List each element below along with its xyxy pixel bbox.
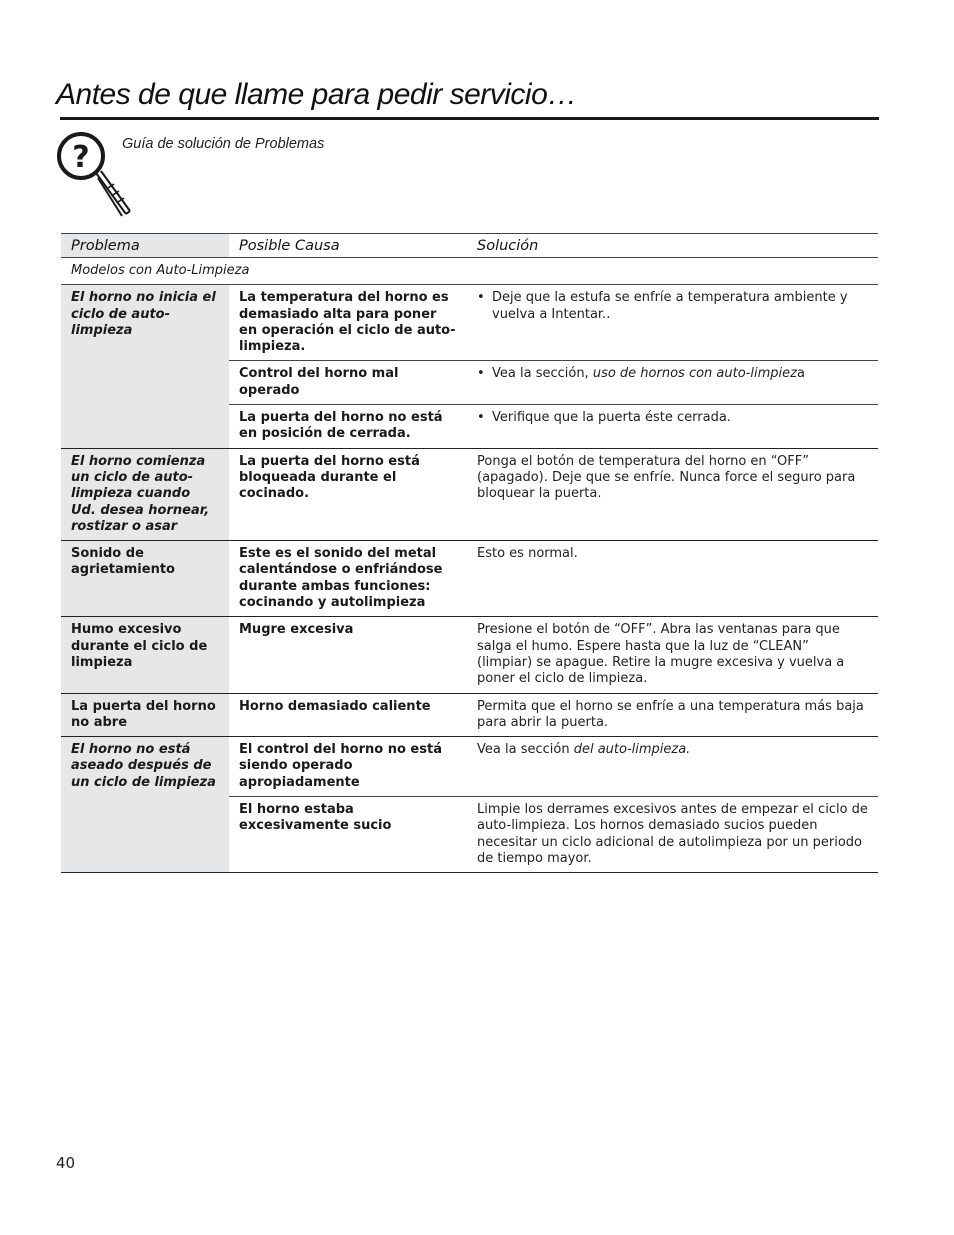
cause-cell: Control del horno mal operado: [229, 361, 467, 405]
solution-text: Deje que la estufa se enfríe a temperatura ambiente y vuelva a Intentar..: [492, 290, 848, 322]
bullet-dot: •: [477, 366, 485, 382]
bullet-dot: •: [477, 410, 485, 426]
cause-cell: El control del horno no está siendo operado apropiadamente: [229, 737, 467, 797]
problem-cell: Sonido de agrietamiento: [61, 541, 229, 617]
guide-label: Guía de solución de Problemas: [122, 136, 325, 152]
table-row: [61, 617, 878, 693]
table-row: [61, 693, 878, 737]
cause-cell: La temperatura del horno es demasiado alta para poner en operación el ciclo de auto-limpieza.: [229, 285, 467, 361]
solution-cell: Esto es normal.: [467, 541, 878, 617]
cause-cell: La puerta del horno está bloqueada durante el cocinado.: [229, 448, 467, 540]
section-row: [61, 258, 878, 285]
solution-prefix: Vea la sección: [477, 742, 574, 758]
header-cause: Posible Causa: [229, 234, 467, 258]
cause-cell: Este es el sonido del metal calentándose o enfriándose durante ambas funciones: cocinando y autolimpieza: [229, 541, 467, 617]
solution-cell: [467, 737, 878, 797]
problem-cell: La puerta del horno no abre: [61, 693, 229, 737]
table-header-row: [61, 234, 878, 258]
table-row: [61, 448, 878, 540]
solution-text: [492, 366, 868, 382]
solution-italic: del auto-limpieza.: [573, 742, 691, 758]
solution-prefix: Vea la sección,: [492, 366, 593, 382]
problem-cell: El horno no inicia el ciclo de auto-limpieza: [61, 285, 229, 448]
solution-italic: uso de hornos con auto-limpiez: [592, 366, 797, 382]
solution-cell: Limpie los derrames excesivos antes de empezar el ciclo de auto-limpieza. Los hornos demasiado sucios pueden necesitar un ciclo adicional de autolimpieza por un periodo de tiempo mayor.: [467, 797, 878, 873]
solution-cell: Ponga el botón de temperatura del horno en “OFF” (apagado). Deje que se enfríe. Nunca force el seguro para bloquear la puerta.: [467, 448, 878, 540]
cause-cell: La puerta del horno no está en posición de cerrada.: [229, 405, 467, 449]
table-row: [61, 285, 878, 361]
troubleshooting-table: [61, 233, 878, 873]
solution-cell: Presione el botón de “OFF”. Abra las ventanas para que salga el humo. Espere hasta que la luz de “CLEAN” (limpiar) se apague. Retire la mugre excesiva y vuelva a poner el ciclo de limpieza.: [467, 617, 878, 693]
solution-cell: Permita que el horno se enfríe a una temperatura más baja para abrir la puerta.: [467, 693, 878, 737]
table-row: [61, 737, 878, 797]
solution-cell: [467, 405, 878, 449]
bullet-dot: •: [477, 290, 485, 306]
page-title: Antes de que llame para pedir servicio…: [56, 78, 577, 111]
page-number: 40: [56, 1154, 76, 1172]
header-problem: Problema: [61, 234, 229, 258]
problem-cell: El horno no está aseado después de un ciclo de limpieza: [61, 737, 229, 873]
header-solution: Solución: [467, 234, 878, 258]
svg-text:?: ?: [72, 140, 90, 175]
cause-cell: Horno demasiado caliente: [229, 693, 467, 737]
cause-cell: Mugre excesiva: [229, 617, 467, 693]
table-row: [61, 541, 878, 617]
problem-cell: El horno comienza un ciclo de auto-limpieza cuando Ud. desea hornear, rostizar o asar: [61, 448, 229, 540]
problem-cell: Humo excesivo durante el ciclo de limpieza: [61, 617, 229, 693]
solution-text: Verifique que la puerta éste cerrada.: [492, 410, 731, 426]
cause-cell: El horno estaba excesivamente sucio: [229, 797, 467, 873]
title-rule: [60, 117, 879, 120]
section-label: Modelos con Auto-Limpieza: [61, 258, 878, 285]
solution-suffix: a: [796, 366, 805, 382]
solution-cell: [467, 361, 878, 405]
solution-cell: [467, 285, 878, 361]
